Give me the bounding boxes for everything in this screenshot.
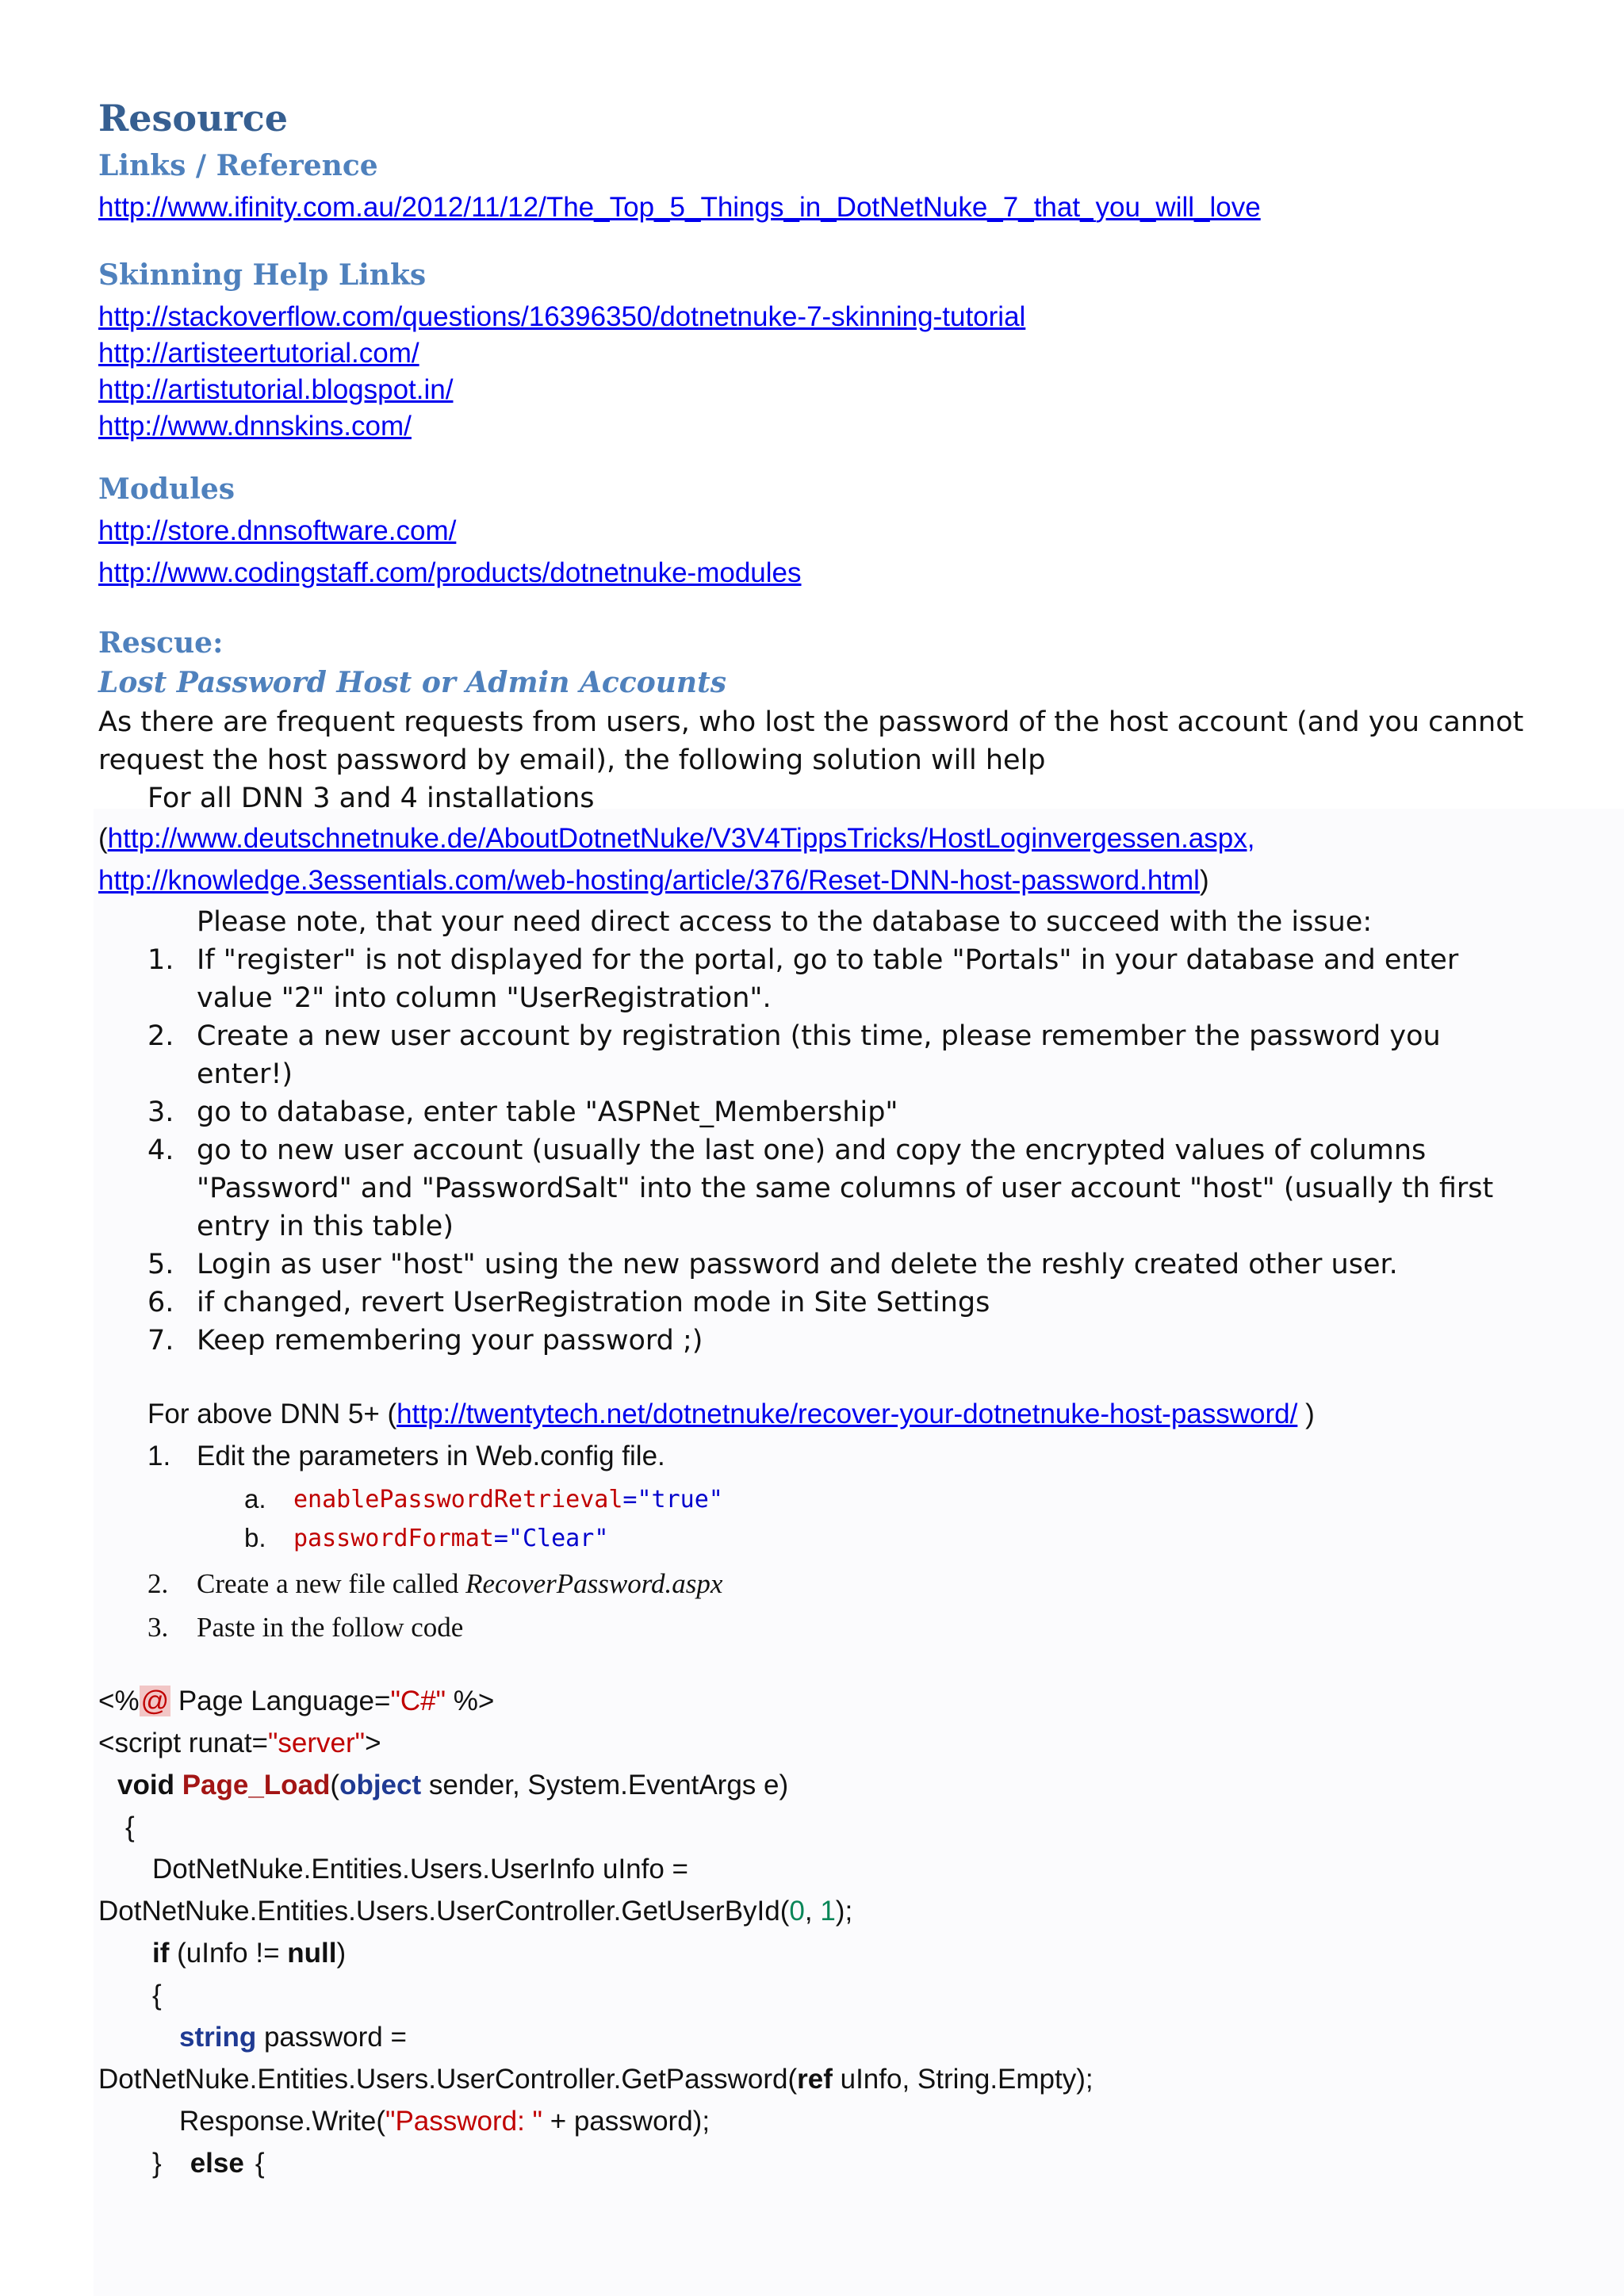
step2-file: RecoverPassword.aspx — [465, 1568, 723, 1599]
please-note: Please note, that your need direct access to the database to succeed with the issue: — [197, 906, 1373, 938]
code-token: , — [804, 1896, 821, 1927]
heading-rescue: Rescue: — [98, 626, 224, 660]
code-line-10 — [98, 2064, 1094, 2095]
code-token: { — [255, 2148, 265, 2179]
step-number: 6. — [147, 1287, 174, 1318]
heading-resource: Resource — [98, 97, 289, 140]
step-line: If "register" is not displayed for the portal, go to table "Portals" in your database and enter — [197, 944, 1459, 976]
code-token: DotNetNuke.Entities.Users.UserController.GetUserById( — [98, 1896, 790, 1927]
heading-lost-password: Lost Password Host or Admin Accounts — [98, 666, 726, 699]
code-token: if — [152, 1938, 170, 1969]
heading-links-reference: Links / Reference — [98, 149, 378, 182]
dnn5-prefix: For above DNN 5+ ( — [147, 1399, 397, 1429]
attr-value: Clear — [523, 1525, 595, 1552]
link-3essentials[interactable]: http://knowledge.3essentials.com/web-hosting/article/376/Reset-DNN-host-password.html — [98, 865, 1200, 896]
code-token: 1 — [820, 1896, 836, 1927]
dnn34-label: For all DNN 3 and 4 installations — [147, 783, 595, 814]
step-line: entry in this table) — [197, 1211, 454, 1242]
config-enable-password-retrieval — [293, 1486, 723, 1513]
attr-end: " — [594, 1525, 609, 1552]
link-ifinity[interactable]: http://www.ifinity.com.au/2012/11/12/The_Top_5_Things_in_DotNetNuke_7_that_you_will_love — [98, 192, 1261, 223]
link-codingstaff[interactable]: http://www.codingstaff.com/products/dotnetnuke-modules — [98, 557, 802, 588]
link-artisteer[interactable]: http://artisteertutorial.com/ — [98, 338, 419, 369]
step-number: 3. — [147, 1612, 169, 1643]
attr-name: enablePasswordRetrieval — [293, 1486, 623, 1513]
code-line-12 — [152, 2148, 265, 2179]
dnn34-links-line-1 — [98, 823, 1254, 855]
code-line-1 — [98, 1686, 494, 1717]
step-line: Login as user "host" using the new password and delete the reshly created other user. — [197, 1249, 1398, 1280]
step-number: 5. — [147, 1249, 174, 1280]
code-token: else — [190, 2148, 244, 2179]
code-token: } — [152, 2148, 162, 2179]
attr-end: " — [708, 1486, 723, 1513]
code-token: (uInfo != — [169, 1938, 288, 1969]
code-token: > — [365, 1728, 381, 1758]
step-number: 2. — [147, 1020, 174, 1052]
dnn5-step-3: Paste in the follow code — [197, 1612, 464, 1643]
link-twentytech[interactable]: http://twentytech.net/dotnetnuke/recover-your-dotnetnuke-host-password/ — [396, 1399, 1298, 1429]
code-token: password = — [256, 2022, 407, 2053]
step-line: go to new user account (usually the last one) and copy the encrypted values of columns — [197, 1135, 1427, 1166]
close-paren: ) — [1199, 865, 1209, 896]
step-number: 4. — [147, 1135, 174, 1166]
code-line-9 — [179, 2022, 407, 2053]
code-token: @ — [140, 1686, 170, 1716]
code-line-6 — [98, 1896, 852, 1927]
step2-prefix: Create a new file called — [197, 1568, 466, 1599]
step-line: if changed, revert UserRegistration mode in Site Settings — [197, 1287, 990, 1318]
step-line: value "2" into column "UserRegistration". — [197, 982, 772, 1014]
heading-modules: Modules — [98, 473, 236, 506]
heading-skinning-help: Skinning Help Links — [98, 258, 427, 292]
step-number: 3. — [147, 1096, 174, 1128]
code-line-3 — [117, 1770, 788, 1801]
code-token: 0 — [789, 1896, 805, 1927]
code-token: null — [287, 1938, 337, 1969]
code-token: string — [179, 2022, 257, 2053]
dnn5-suffix: ) — [1297, 1399, 1315, 1429]
sub-item-label: b. — [244, 1523, 266, 1552]
rescue-intro-line-1: As there are frequent requests from users, who lost the password of the host account (and you cannot — [98, 706, 1524, 738]
code-token: "C#" — [390, 1686, 446, 1716]
code-token: ref — [797, 2064, 833, 2095]
link-deutschnetnuke[interactable]: http://www.deutschnetnuke.de/AboutDotnetNuke/V3V4TippsTricks/HostLoginvergessen.aspx, — [107, 823, 1255, 854]
code-line-4: { — [125, 1812, 135, 1843]
code-token: uInfo, String.Empty); — [832, 2064, 1094, 2095]
attr-eq: =" — [622, 1486, 652, 1513]
link-stackoverflow[interactable]: http://stackoverflow.com/questions/16396350/dotnetnuke-7-skinning-tutorial — [98, 301, 1026, 332]
sub-item-label: a. — [244, 1484, 266, 1513]
code-token: Page Language= — [170, 1686, 391, 1716]
dnn5-step-2 — [197, 1568, 722, 1600]
step-line: Create a new user account by registration (this time, please remember the password you — [197, 1020, 1441, 1052]
code-token: "Password: " — [385, 2106, 542, 2137]
config-password-format — [293, 1525, 608, 1552]
code-line-8: { — [152, 1980, 162, 2011]
open-paren: ( — [98, 823, 108, 854]
code-token: DotNetNuke.Entities.Users.UserController.GetPassword( — [98, 2064, 798, 2095]
step-number: 1. — [147, 944, 174, 976]
step-number: 7. — [147, 1325, 174, 1357]
rescue-intro-line-2: request the host password by email), the following solution will help — [98, 744, 1046, 776]
code-token: Response.Write( — [179, 2106, 386, 2137]
step-line: Keep remembering your password ;) — [197, 1325, 703, 1357]
code-token: ) — [336, 1938, 347, 1969]
step-number: 2. — [147, 1568, 169, 1599]
code-line-2 — [98, 1728, 381, 1759]
code-token: ( — [330, 1770, 340, 1800]
dnn34-links-line-2 — [98, 865, 1209, 897]
code-token: <script runat= — [98, 1728, 268, 1758]
attr-eq: =" — [493, 1525, 523, 1552]
code-token: object — [339, 1770, 422, 1800]
code-token: + password); — [542, 2106, 710, 2137]
attr-name: passwordFormat — [293, 1525, 494, 1552]
code-token: sender, System.EventArgs e) — [421, 1770, 789, 1800]
code-line-11 — [179, 2106, 710, 2137]
link-dnnskins[interactable]: http://www.dnnskins.com/ — [98, 411, 412, 442]
attr-value: true — [651, 1486, 709, 1513]
code-line-7 — [152, 1938, 346, 1969]
code-token: void — [117, 1770, 174, 1800]
code-token: Page_Load — [182, 1770, 331, 1800]
dnn5-line — [147, 1399, 1315, 1430]
code-token: <% — [98, 1686, 140, 1716]
code-line-5: DotNetNuke.Entities.Users.UserInfo uInfo = — [152, 1854, 688, 1885]
code-token: "server" — [268, 1728, 366, 1758]
code-token: ); — [835, 1896, 853, 1927]
link-dnnsoftware-store[interactable]: http://store.dnnsoftware.com/ — [98, 515, 457, 546]
step-line: enter!) — [197, 1058, 293, 1090]
dnn5-step-1: Edit the parameters in Web.config file. — [197, 1441, 665, 1471]
step-number: 1. — [147, 1441, 171, 1471]
step-line: "Password" and "PasswordSalt" into the same columns of user account "host" (usually th first — [197, 1173, 1494, 1204]
link-artistutorial[interactable]: http://artistutorial.blogspot.in/ — [98, 374, 454, 405]
code-token: %> — [446, 1686, 495, 1716]
step-line: go to database, enter table "ASPNet_Membership" — [197, 1096, 898, 1128]
